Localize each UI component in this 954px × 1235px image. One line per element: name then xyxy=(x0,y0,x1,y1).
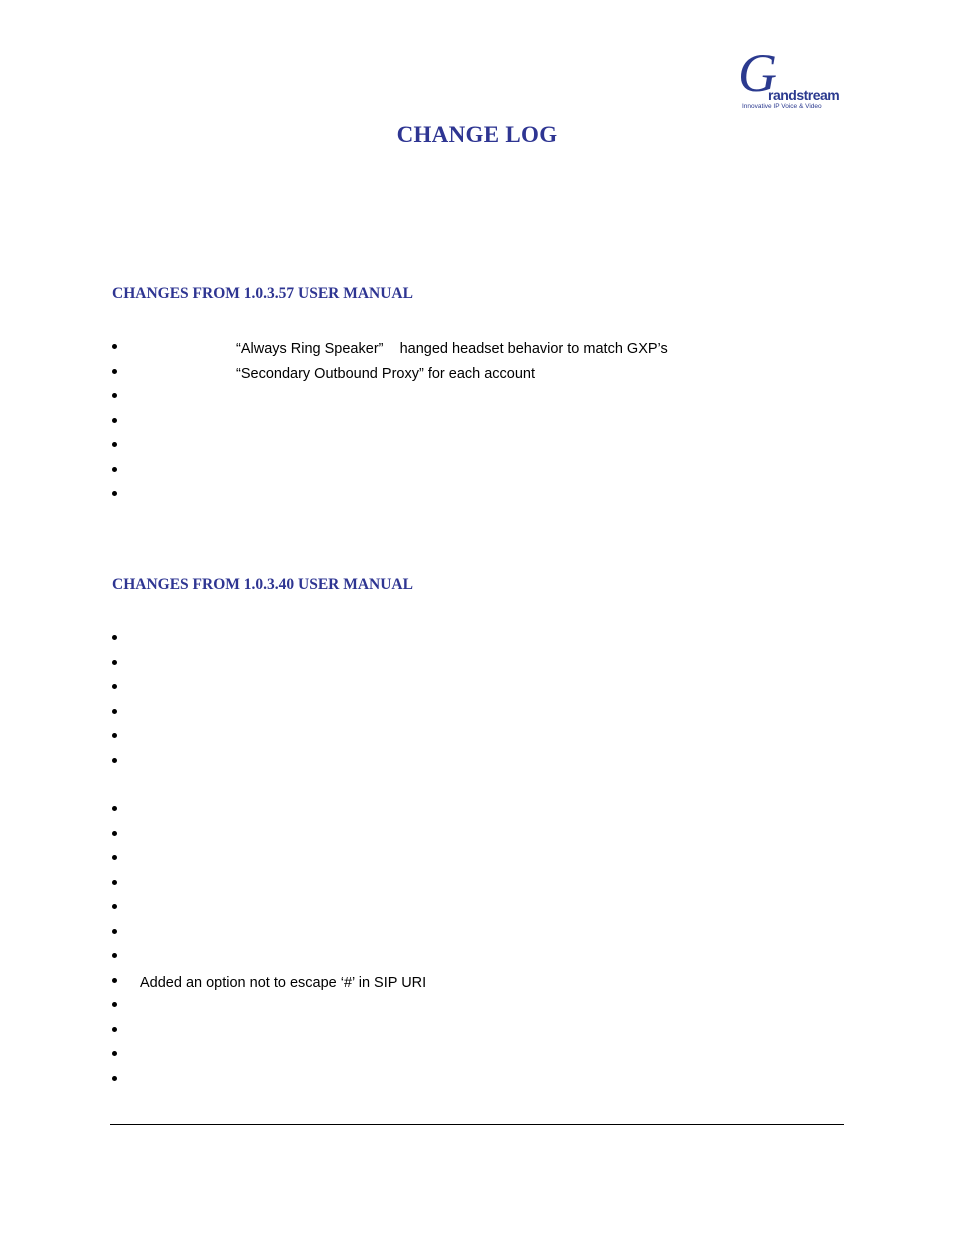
list-item-text: “Secondary Outbound Proxy” for each account xyxy=(236,365,536,382)
logo-wordmark: randstream xyxy=(768,87,840,103)
logo-initial: G xyxy=(738,43,777,103)
bullet-icon xyxy=(112,953,117,958)
bullet-icon xyxy=(112,709,117,714)
bullet-icon xyxy=(112,660,117,665)
list-item-text: “Always Ring Speaker” hanged headset behavior to match GXP’s xyxy=(236,341,668,357)
bullet-icon xyxy=(112,1027,117,1032)
footer-divider xyxy=(110,1124,844,1125)
bullet-icon xyxy=(112,733,117,738)
bullet-icon xyxy=(112,831,117,836)
bullet-icon xyxy=(112,1002,117,1007)
bullet-icon xyxy=(112,344,117,349)
bullet-icon xyxy=(112,418,117,423)
bullet-icon xyxy=(112,393,117,398)
bullet-icon xyxy=(112,880,117,885)
grandstream-logo xyxy=(738,43,840,112)
bullet-icon xyxy=(112,491,117,496)
bullet-icon xyxy=(112,1076,117,1081)
section-heading-1-0-3-40: CHANGES FROM 1.0.3.40 USER MANUAL xyxy=(112,576,413,593)
logo-tagline: Innovative IP Voice & Video xyxy=(742,103,822,110)
list-item-text: Added an option not to escape ‘#’ in SIP URI xyxy=(140,974,427,991)
bullet-icon xyxy=(112,467,117,472)
bullet-icon xyxy=(112,369,117,374)
bullet-icon xyxy=(112,1051,117,1056)
bullet-icon xyxy=(112,758,117,763)
bullet-icon xyxy=(112,635,117,640)
section-heading-1-0-3-57: CHANGES FROM 1.0.3.57 USER MANUAL xyxy=(112,285,413,302)
bullet-icon xyxy=(112,978,117,983)
bullet-icon xyxy=(112,855,117,860)
bullet-icon xyxy=(112,929,117,934)
bullet-icon xyxy=(112,904,117,909)
bullet-icon xyxy=(112,442,117,447)
bullet-icon xyxy=(112,806,117,811)
bullet-icon xyxy=(112,684,117,689)
page-title: CHANGE LOG xyxy=(396,122,558,147)
